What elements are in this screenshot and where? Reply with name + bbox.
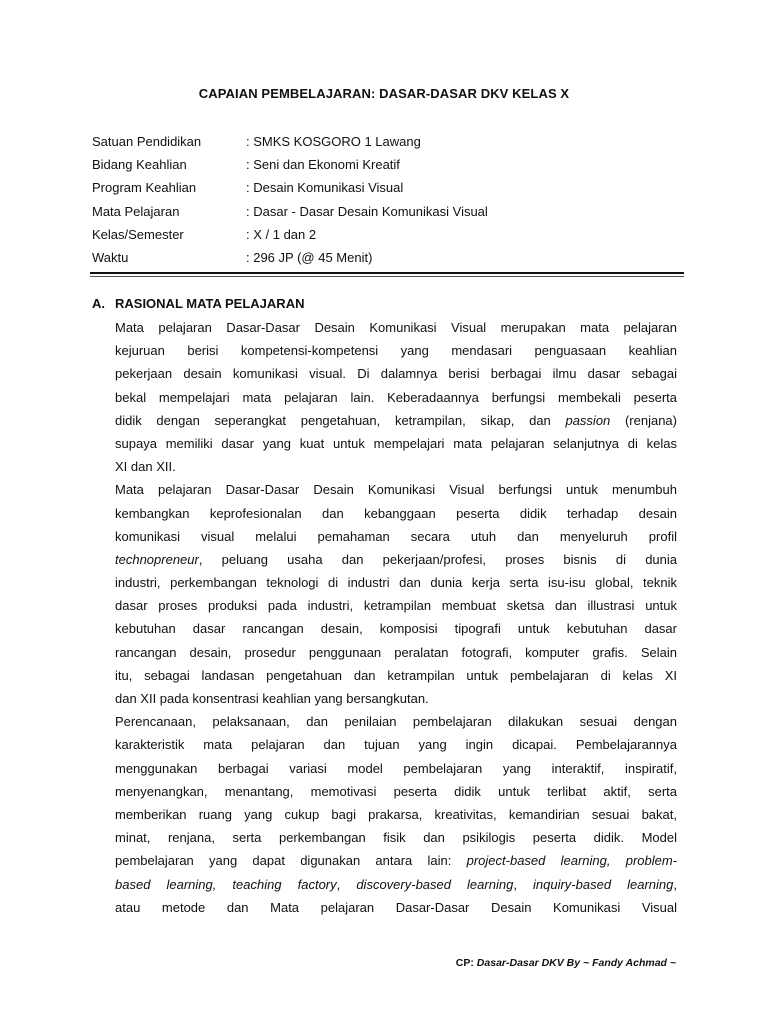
info-value: : X / 1 dan 2 (246, 226, 317, 242)
body-line: rancangan desain, prosedur penggunaan peralatan fotografi, komputer grafis. Selain (115, 644, 677, 660)
info-row-waktu (92, 250, 488, 273)
info-row-program (92, 180, 488, 203)
body-line: Perencanaan, pelaksanaan, dan penilaian pembelajaran dilakukan sesuai dengan (115, 714, 677, 730)
body-line: based learning, teaching factory, discovery-based learning, inquiry-based learning, (115, 876, 677, 892)
page-title: CAPAIAN PEMBELAJARAN: DASAR-DASAR DKV KELAS X (198, 86, 570, 101)
body-line: menyenangkan, menantang, memotivasi peserta didik untuk terlibat aktif, serta (115, 783, 677, 799)
info-value: : Desain Komunikasi Visual (246, 180, 404, 196)
body-line: pembelajaran yang dapat digunakan antara lain: project-based learning, problem- (115, 853, 677, 869)
body-line: karakteristik mata pelajaran dan tujuan yang ingin dicapai. Pembelajarannya (115, 737, 677, 753)
body-line: minat, renjana, serta perkembangan fisik dan psikilogis peserta didik. Model (115, 830, 677, 846)
section-heading (92, 296, 304, 311)
body-line: industri, perkembangan teknologi di industri dan dunia kerja serta isu-isu global, teknik (115, 575, 677, 591)
body-line: kejuruan berisi kompetensi-kompetensi yang mendasari penguasaan keahlian (115, 343, 677, 359)
body-line: menggunakan berbagai variasi model pembelajaran yang interaktif, inspiratif, (115, 760, 677, 776)
divider-thin (90, 276, 684, 277)
body-line: didik dengan seperangkat pengetahuan, ketrampilan, sikap, dan passion (renjana) (115, 412, 677, 428)
body-line: pekerjaan desain komunikasi visual. Di dalamnya berisi berbagai ilmu dasar sebagai (115, 366, 677, 382)
body-line: kembangkan keprofesionalan dan kebanggaan peserta didik terhadap desain (115, 505, 677, 521)
info-label: Kelas/Semester (92, 226, 184, 242)
info-label: Program Keahlian (92, 180, 197, 196)
footer-text: Dasar-Dasar DKV By ~ Fandy Achmad ~ (473, 957, 676, 969)
body-line: kebutuhan dasar rancangan desain, komposisi tipografi untuk kebutuhan dasar (115, 621, 677, 637)
info-label: Bidang Keahlian (92, 157, 187, 173)
body-line: Mata pelajaran Dasar-Dasar Desain Komunikasi Visual berfungsi untuk menumbuh (115, 482, 677, 498)
info-value: : SMKS KOSGORO 1 Lawang (246, 134, 421, 149)
info-row-bidang (92, 157, 488, 180)
body-line: bekal mempelajari mata pelajaran lain. Keberadaannya berfungsi membekali peserta (115, 389, 677, 405)
section-title: RASIONAL MATA PELAJARAN (115, 296, 305, 311)
footer-prefix: CP: (455, 957, 474, 969)
info-table (92, 134, 488, 273)
info-value: : Dasar - Dasar Desain Komunikasi Visual (246, 203, 488, 219)
info-row-kelas (92, 227, 488, 250)
body-text (115, 316, 677, 919)
footer (456, 957, 676, 969)
info-row-satuan (92, 134, 488, 157)
body-line: atau metode dan Mata pelajaran Dasar-Dasar Desain Komunikasi Visual (115, 899, 677, 915)
body-line: supaya memiliki dasar yang kuat untuk mempelajari mata pelajaran selanjutnya di kelas (115, 435, 677, 451)
body-line: technopreneur, peluang usaha dan pekerjaan/profesi, proses bisnis di dunia (115, 551, 677, 567)
divider-thick (90, 272, 684, 274)
info-row-mapel (92, 204, 488, 227)
info-label: Mata Pelajaran (92, 203, 180, 219)
body-line: komunikasi visual melalui pemahaman secara utuh dan menyeluruh profil (115, 528, 677, 544)
info-value: : 296 JP (@ 45 Menit) (246, 249, 373, 265)
body-line: Mata pelajaran Dasar-Dasar Desain Komunikasi Visual merupakan mata pelajaran (115, 320, 677, 335)
body-line: XI dan XII. (115, 459, 176, 475)
section-letter: A. (92, 296, 105, 311)
body-line: dan XII pada konsentrasi keahlian yang bersangkutan. (115, 691, 429, 706)
info-label: Satuan Pendidikan (92, 134, 202, 149)
body-line: dasar proses produksi pada industri, ketrampilan membuat sketsa dan illustrasi untuk (115, 598, 677, 614)
body-line: memberikan ruang yang cukup bagi prakarsa, kreativitas, kemandirian sesuai bakat, (115, 806, 677, 822)
info-label: Waktu (92, 249, 129, 265)
info-value: : Seni dan Ekonomi Kreatif (246, 157, 400, 173)
body-line: itu, sebagai landasan pengetahuan dan ketrampilan untuk pembelajaran di kelas XI (115, 667, 677, 683)
